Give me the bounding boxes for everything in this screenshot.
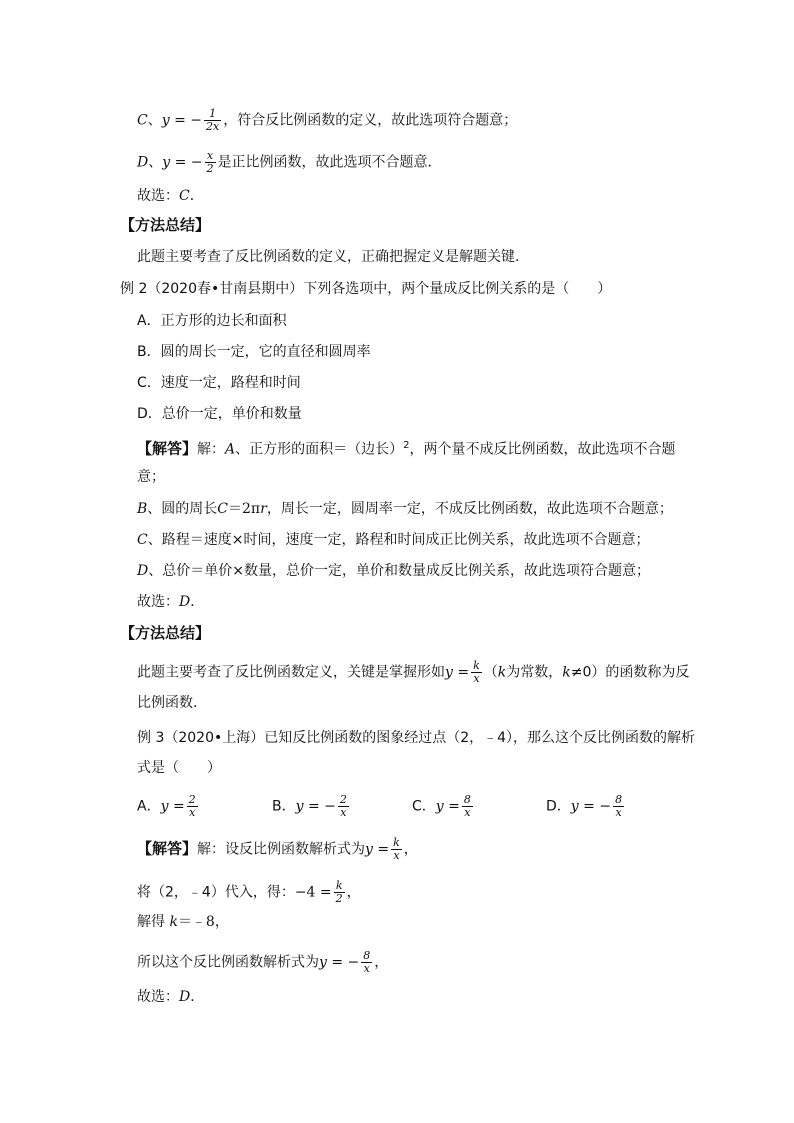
example-3-option-a: A．y = $\frac{2}{x}$ xyxy=(137,793,196,819)
fraction: $\frac{8}{x}$ xyxy=(363,949,371,975)
answer-line: 故选：C． xyxy=(137,188,204,204)
fraction: $\frac{8}{x}$ xyxy=(615,793,623,819)
fraction: $\frac{x}{2}$ xyxy=(206,149,214,175)
method-summary-heading: 【方法总结】 xyxy=(120,216,211,234)
fraction: $\frac{k}{x}$ xyxy=(393,836,400,862)
example-2-solution-c: C、路程＝速度×时间，速度一定，路程和时间成正比例关系，故此选项不合题意； xyxy=(137,532,650,548)
example-2-option-a: A．正方形的边长和面积 xyxy=(137,313,287,329)
example-3-answer: 故选：D． xyxy=(137,989,205,1005)
example-2-option-d: D．总价一定，单价和数量 xyxy=(137,406,302,422)
method-summary-text-2-cont: 比例函数． xyxy=(137,695,207,711)
example-3-question-cont: 式是（ ） xyxy=(137,760,221,776)
method-summary-heading-2: 【方法总结】 xyxy=(120,624,211,642)
method-summary-text-2: 此题主要考查了反比例函数定义，关键是掌握形如y = $\frac{k}{x}$ （k为常数，k≠0）的函数称为反 xyxy=(137,659,690,685)
example-2-option-b: B．圆的周长一定，它的直径和圆周率 xyxy=(137,344,371,360)
example-2-solution-b: B、圆的周长C＝2πr，周长一定，圆周率一定，不成反比例函数，故此选项不合题意； xyxy=(137,501,673,517)
example-3-option-c: C．y = $\frac{8}{x}$ xyxy=(412,793,471,819)
example-3-option-d: D．y = − $\frac{8}{x}$ xyxy=(546,793,623,819)
fraction: $\frac{8}{x}$ xyxy=(463,793,471,819)
example-3-option-b: B．y = − $\frac{2}{x}$ xyxy=(272,793,347,819)
fraction: $\frac{1}{2x}$ xyxy=(206,107,220,133)
fraction: $\frac{k}{x}$ xyxy=(473,659,480,685)
example-3-substitution: 将（2，﹣4）代入，得：−4 = $\frac{k}{2}$ ， xyxy=(137,879,361,905)
fraction: $\frac{2}{x}$ xyxy=(339,793,347,819)
example-2-answer: 故选：D． xyxy=(137,594,205,610)
fraction: $\frac{2}{x}$ xyxy=(188,793,196,819)
example-3-question: 例 3（2020•上海）已知反比例函数的图象经过点（2，﹣4），那么这个反比例函数的解析 xyxy=(137,730,696,746)
example-2-solution-d: D、总价＝单价×数量，总价一定，单价和数量成反比例关系，故此选项符合题意； xyxy=(137,563,650,579)
option-c-explanation: C、y = − $\frac{1}{2x}$ ，符合反比例函数的定义，故此选项符合题意； xyxy=(137,107,518,133)
method-summary-text: 此题主要考查了反比例函数的定义，正确把握定义是解题关键． xyxy=(137,249,529,265)
fraction: $\frac{k}{2}$ xyxy=(335,879,343,905)
example-2-solution-a-cont: 意； xyxy=(137,469,165,485)
example-2-question: 例 2（2020春•甘南县期中）下列各选项中，两个量成反比例关系的是（ ） xyxy=(120,281,612,297)
example-3-solve: 解得 k＝﹣8， xyxy=(137,914,229,930)
example-2-solution-a: 【解答】解：A、正方形的面积＝（边长）$^2$，两个量不成反比例函数，故此选项不合题 xyxy=(137,439,676,458)
example-3-final: 所以这个反比例函数解析式为y = − $\frac{8}{x}$ ， xyxy=(137,949,389,975)
example-3-solution: 【解答】解：设反比例函数解析式为y = $\frac{k}{x}$ ， xyxy=(137,836,418,862)
example-2-option-c: C．速度一定，路程和时间 xyxy=(137,375,301,391)
option-d-explanation: D、y = − $\frac{x}{2}$ 是正比例函数，故此选项不合题意． xyxy=(137,149,442,175)
